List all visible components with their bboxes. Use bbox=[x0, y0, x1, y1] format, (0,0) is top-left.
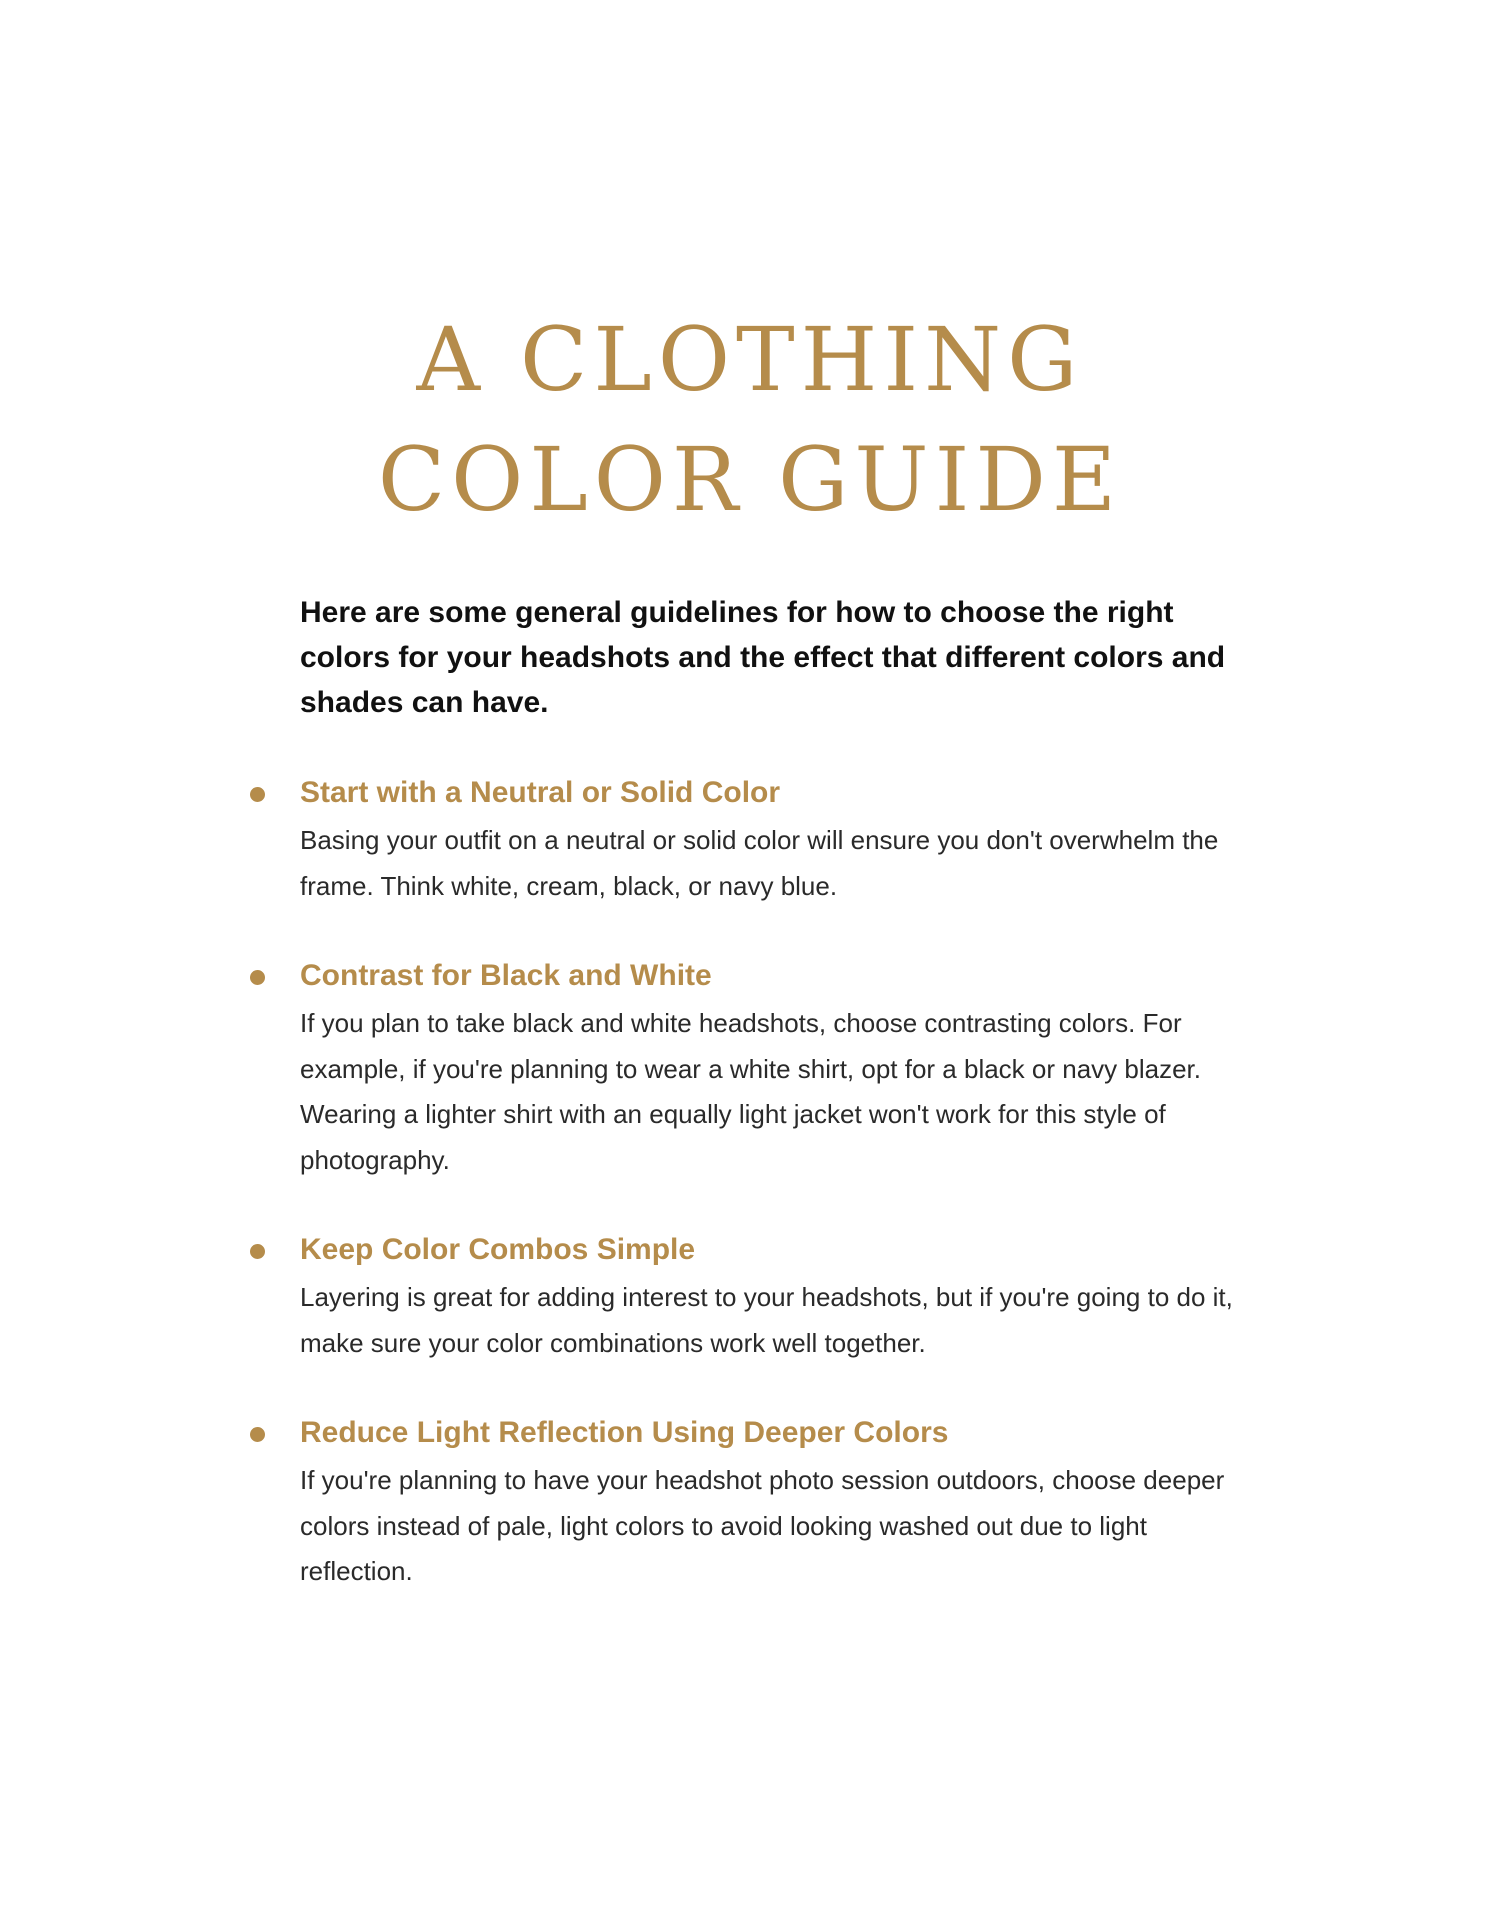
guideline-body: Basing your outfit on a neutral or solid color will ensure you don't overwhelm the frame. Think white, cream, black, or navy blue. bbox=[300, 825, 1219, 901]
guideline-body: If you plan to take black and white headshots, choose contrasting colors. For example, if you're planning to wear a white shirt, opt for a black or navy blazer. Wearing a lighter shirt with an equally light jacket won't work for this style of photography. bbox=[300, 1008, 1201, 1175]
bullet-dot-icon bbox=[250, 970, 265, 985]
guideline-body: If you're planning to have your headshot photo session outdoors, choose deeper colors instead of pale, light colors to avoid looking washed out due to light reflection. bbox=[300, 1465, 1225, 1586]
guideline-heading: Keep Color Combos Simple bbox=[300, 1233, 696, 1266]
title-line-1: A CLOTHING bbox=[416, 308, 1084, 411]
guideline-heading: Reduce Light Reflection Using Deeper Colors bbox=[300, 1416, 949, 1449]
guideline-item-neutral bbox=[300, 770, 1240, 909]
page-title bbox=[0, 300, 1500, 540]
guideline-heading: Start with a Neutral or Solid Color bbox=[300, 776, 781, 809]
guideline-body: Layering is great for adding interest to your headshots, but if you're going to do it, make sure your color combinations work well together. bbox=[300, 1282, 1233, 1358]
bullet-dot-icon bbox=[250, 1244, 265, 1259]
guideline-heading: Contrast for Black and White bbox=[300, 959, 712, 992]
title-line-2: COLOR GUIDE bbox=[377, 428, 1123, 531]
guidelines-list bbox=[300, 770, 1240, 1639]
guideline-item-contrast bbox=[300, 953, 1240, 1183]
guideline-item-reflection bbox=[300, 1410, 1240, 1595]
bullet-dot-icon bbox=[250, 787, 265, 802]
bullet-dot-icon bbox=[250, 1427, 265, 1442]
intro-paragraph: Here are some general guidelines for how to choose the right colors for your headshots and the effect that different colors and shades can have. bbox=[300, 596, 1226, 719]
guideline-item-combos bbox=[300, 1227, 1240, 1366]
